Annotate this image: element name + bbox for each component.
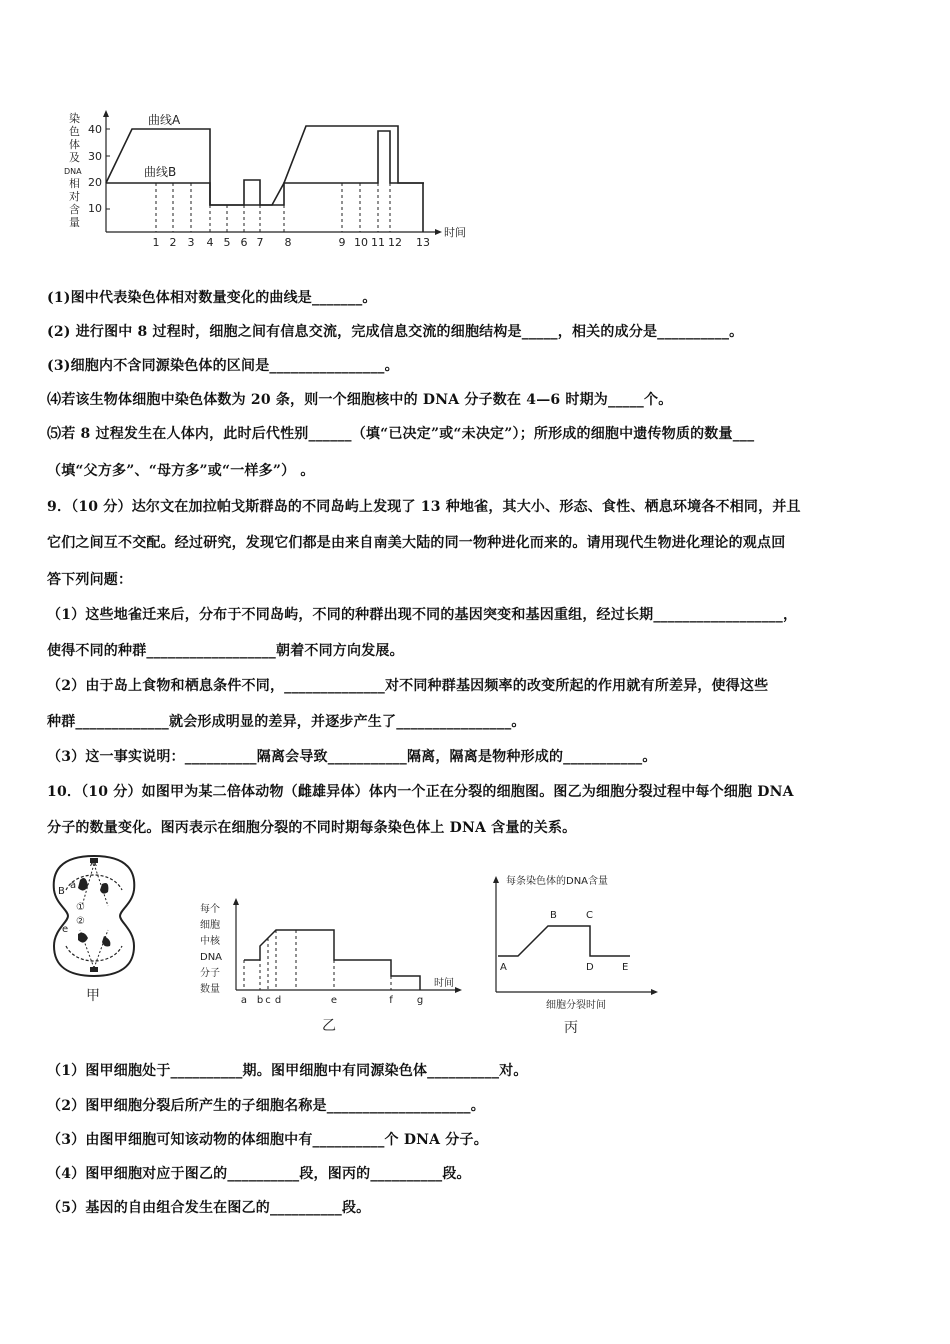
q8-line-3: (3)细胞内不含同源染色体的区间是________________。 (47, 358, 399, 374)
jia-label: B (58, 886, 65, 897)
y-tick: 40 (88, 123, 102, 136)
y-tick: 10 (88, 202, 102, 215)
q10-sub-2: （2）图甲细胞分裂后所产生的子细胞名称是____________________。 (47, 1098, 485, 1114)
x-tick: 12 (388, 236, 402, 249)
x-tick: 7 (256, 236, 264, 249)
q10-sub-4: （4）图甲细胞对应于图乙的__________段，图丙的__________段。 (47, 1166, 471, 1182)
curve-b-line (106, 131, 423, 232)
x-tick: 5 (223, 236, 231, 249)
bing-point-label: C (586, 910, 593, 921)
yi-x-tick: d (274, 995, 282, 1006)
yi-x-label: 时间 (434, 978, 454, 989)
q9-stem-3: 答下列问题： (47, 572, 133, 588)
caption-yi: 乙 (322, 1018, 336, 1034)
x-tick: 2 (169, 236, 177, 249)
bing-point-label: B (550, 910, 557, 921)
yi-x-tick: g (416, 995, 424, 1006)
q10-sub-5: （5）基因的自由组合发生在图乙的__________段。 (47, 1200, 371, 1216)
figure-jia-yi-bing (46, 850, 662, 1035)
figure-chromosome-dna-curves (62, 106, 482, 256)
bing-point-label: E (622, 962, 629, 973)
jia-label: e (62, 924, 69, 935)
q8-line-1: (1)图中代表染色体相对数量变化的曲线是_______。 (47, 290, 377, 306)
q10-stem-1: 10．（10 分）如图甲为某二倍体动物（雌雄异体）体内一个正在分裂的细胞图。图乙为细胞分裂过程中每个细胞 DNA (47, 784, 794, 800)
x-tick: 10 (354, 236, 368, 249)
yi-x-tick: c (265, 995, 271, 1006)
q8-line-6: （填“父方多”、“母方多”或“一样多”） 。 (47, 463, 315, 479)
q9-stem-2: 它们之间互不交配。经过研究，发现它们都是由来自南美大陆的同一物种进化而来的。请用现代生物进化理论的观点回 (47, 535, 786, 551)
yi-x-tick: b (256, 995, 264, 1006)
x-tick: 4 (206, 236, 214, 249)
caption-bing: 丙 (564, 1020, 578, 1035)
q9-sub-1b: 使得不同的种群__________________朝着不同方向发展。 (47, 643, 404, 659)
x-tick: 8 (284, 236, 292, 249)
x-tick: 9 (338, 236, 346, 249)
jia-label: ② (76, 916, 85, 927)
bing-title: 每条染色体的DNA含量 (506, 876, 609, 887)
x-tick: 6 (240, 236, 248, 249)
x-tick: 13 (416, 236, 430, 249)
x-tick: 11 (371, 236, 385, 249)
q9-sub-3: （3）这一事实说明：__________隔离会导致___________隔离，隔离是物种形成的___________。 (47, 749, 657, 765)
q9-sub-2b: 种群_____________就会形成明显的差异，并逐步产生了________________。 (47, 714, 526, 730)
yi-dna-line (244, 930, 420, 990)
x-tick: 3 (187, 236, 195, 249)
q9-sub-1a: （1）这些地雀迁来后，分布于不同岛屿，不同的种群出现不同的基因突变和基因重组，经过长期__________________， (47, 607, 798, 623)
x-tick: 1 (152, 236, 160, 249)
q10-sub-3: （3）由图甲细胞可知该动物的体细胞中有__________个 DNA 分子。 (47, 1132, 488, 1148)
curve-a-label: 曲线A (148, 113, 181, 127)
jia-label: a (70, 880, 77, 891)
yi-x-tick: e (330, 995, 338, 1006)
jia-label: ① (76, 902, 85, 913)
q10-stem-2: 分子的数量变化。图丙表示在细胞分裂的不同时期每条染色体上 DNA 含量的关系。 (47, 820, 577, 836)
yi-y-label: 数量 (200, 984, 220, 995)
bing-point-label: A (500, 962, 507, 973)
q8-line-5: ⑸若 8 过程发生在人体内，此时后代性别______（填“已决定”或“未决定”）；所形成的细胞中遗传物质的数量___ (47, 426, 755, 442)
q9-sub-2a: （2）由于岛上食物和栖息条件不同，______________对不同种群基因频率的改变所起的作用就有所差异，使得这些 (47, 678, 769, 694)
caption-jia: 甲 (86, 988, 100, 1004)
x-axis-label: 时间 (444, 226, 466, 239)
y-tick: 30 (88, 150, 102, 163)
yi-x-tick: a (240, 995, 248, 1006)
yi-x-tick: f (389, 995, 393, 1006)
bing-x-label: 细胞分裂时间 (546, 1000, 606, 1011)
yi-y-label: 细胞 (200, 920, 220, 931)
y-tick: 20 (88, 176, 102, 189)
q9-stem-1: 9．（10 分）达尔文在加拉帕戈斯群岛的不同岛屿上发现了 13 种地雀，其大小、形态、食性、栖息环境各不相同，并且 (47, 499, 801, 515)
q8-line-4: ⑷若该生物体细胞中染色体数为 20 条，则一个细胞核中的 DNA 分子数在 4—6 时期为_____个。 (47, 392, 673, 408)
curve-b-label: 曲线B (144, 165, 177, 179)
y-axis-label: 染色体及 DNA 相对含量 (64, 112, 82, 229)
yi-y-label: 分子 (200, 968, 220, 979)
yi-y-label: 中核 (200, 936, 220, 947)
yi-y-label: DNA (200, 952, 223, 963)
jia-label: A (90, 858, 97, 869)
bing-point-label: D (586, 962, 594, 973)
q10-sub-1: （1）图甲细胞处于__________期。图甲细胞中有同源染色体__________对。 (47, 1063, 528, 1079)
q8-line-2: (2) 进行图中 8 过程时，细胞之间有信息交流，完成信息交流的细胞结构是_____，相关的成分是__________。 (47, 324, 744, 340)
yi-y-label: 每个 (200, 904, 220, 915)
bing-dna-line (498, 926, 630, 956)
cell-diagram-jia (54, 856, 135, 976)
